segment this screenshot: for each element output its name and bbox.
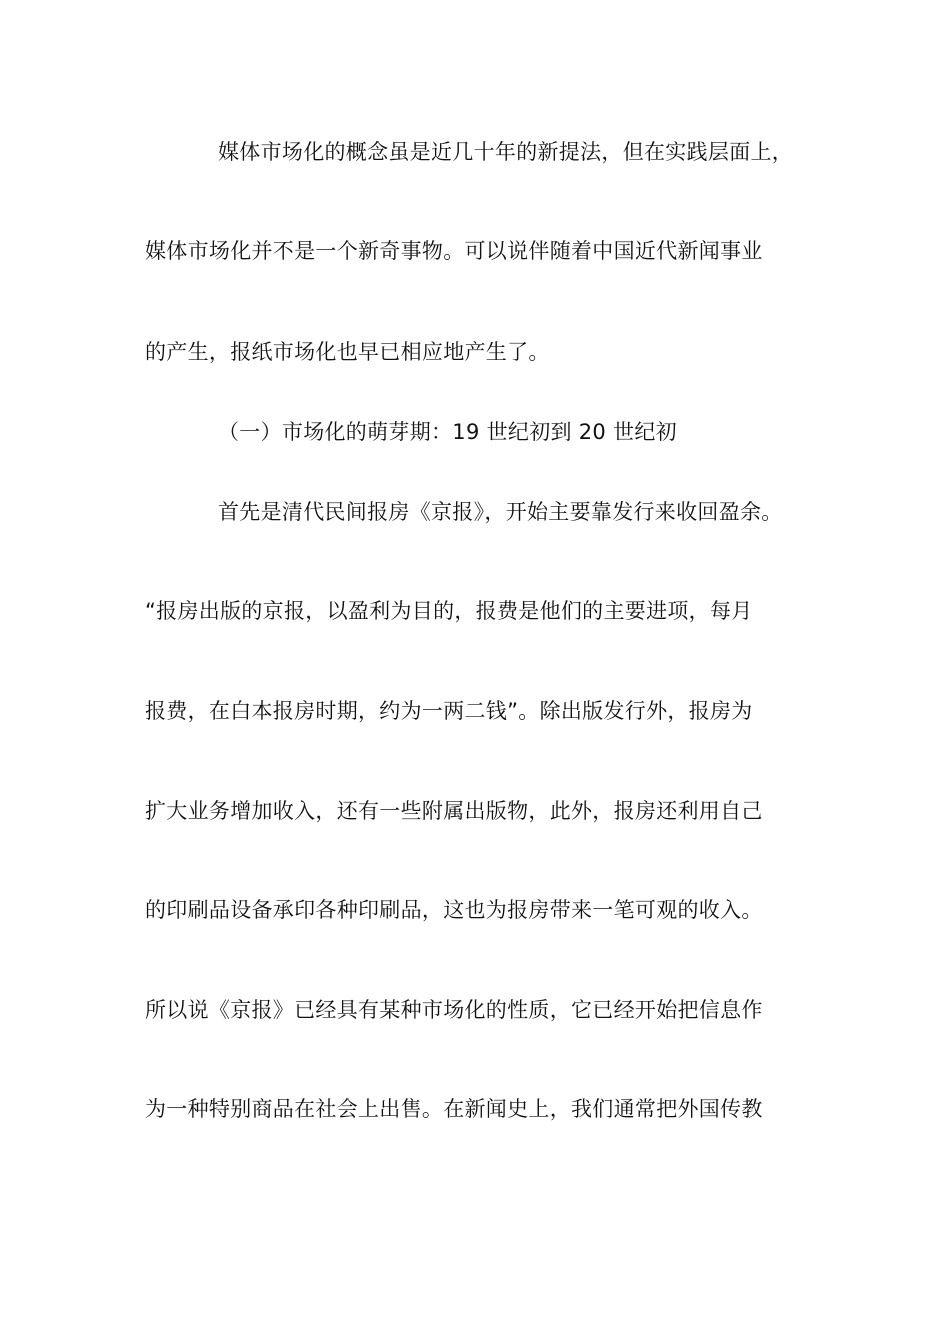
- paragraph-2-line-6: 所以说《京报》已经具有某种市场化的性质，它已经开始把信息作: [145, 998, 763, 1022]
- paragraph-2-line-2: “报房出版的京报，以盈利为目的，报费是他们的主要进项，每月: [145, 599, 753, 623]
- paragraph-2-line-3: 报费，在白本报房时期，约为一两二钱”。除出版发行外，报房为: [145, 699, 753, 723]
- paragraph-2-line-1: 首先是清代民间报房《京报》，开始主要靠发行来收回盈余。: [218, 500, 783, 524]
- paragraph-1-line-2: 媒体市场化并不是一个新奇事物。可以说伴随着中国近代新闻事业: [145, 239, 763, 263]
- paragraph-1-line-3: 的产生，报纸市场化也早已相应地产生了。: [145, 340, 550, 364]
- section-heading: （一）市场化的萌芽期：19 世纪初到 20 世纪初: [218, 420, 677, 444]
- paragraph-2-line-5: 的印刷品设备承印各种印刷品，这也为报房带来一笔可观的收入。: [145, 898, 763, 922]
- paragraph-1-line-1: 媒体市场化的概念虽是近几十年的新提法，但在实践层面上，: [218, 140, 794, 164]
- paragraph-2-line-7: 为一种特别商品在社会上出售。在新闻史上，我们通常把外国传教: [145, 1097, 763, 1121]
- paragraph-2-line-4: 扩大业务增加收入，还有一些附属出版物，此外，报房还利用自己: [145, 799, 763, 823]
